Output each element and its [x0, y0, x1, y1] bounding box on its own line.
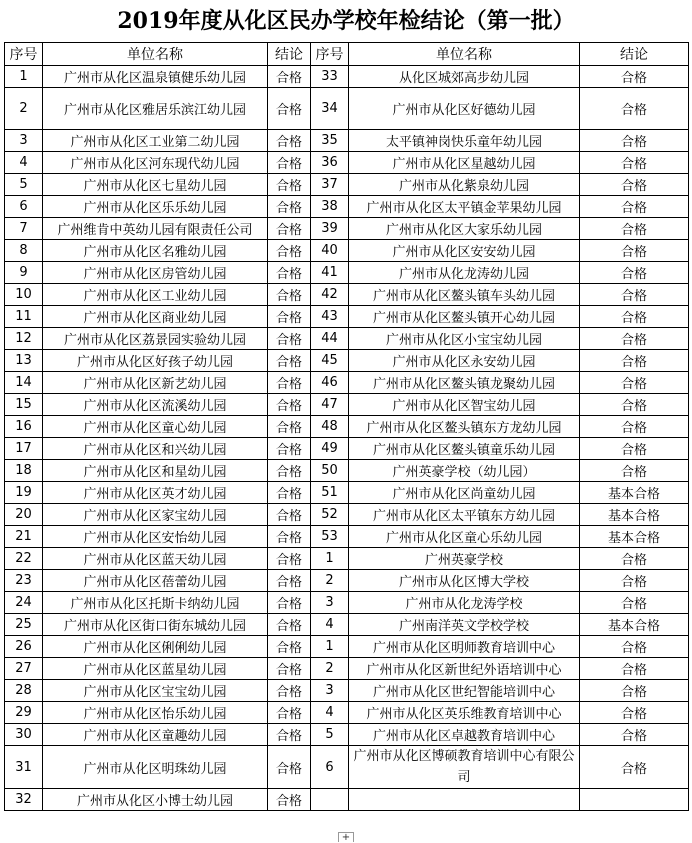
cell-left-name: 广州市从化区河东现代幼儿园 — [43, 152, 268, 174]
cell-left-name: 广州市从化区小博士幼儿园 — [43, 789, 268, 811]
cell-right-result: 合格 — [580, 658, 689, 680]
cell-left-name: 广州市从化区安怡幼儿园 — [43, 526, 268, 548]
cell-right-name: 太平镇神岗快乐童年幼儿园 — [349, 130, 580, 152]
cell-right-result: 合格 — [580, 284, 689, 306]
cell-right-result: 合格 — [580, 328, 689, 350]
cell-left-number: 3 — [5, 130, 43, 152]
cell-left-number: 15 — [5, 394, 43, 416]
cell-left-number: 20 — [5, 504, 43, 526]
cell-right-result: 合格 — [580, 438, 689, 460]
header-right-result: 结论 — [580, 43, 689, 66]
cell-left-result: 合格 — [268, 66, 311, 88]
header-row — [5, 43, 689, 66]
cell-right-result: 合格 — [580, 88, 689, 130]
cell-left-name: 广州市从化区工业幼儿园 — [43, 284, 268, 306]
cell-right-number: 40 — [311, 240, 349, 262]
cell-right-result: 基本合格 — [580, 614, 689, 636]
cell-left-result: 合格 — [268, 482, 311, 504]
table-row — [5, 438, 689, 460]
cell-right-number: 35 — [311, 130, 349, 152]
cell-left-result: 合格 — [268, 504, 311, 526]
cell-right-result: 合格 — [580, 306, 689, 328]
cell-left-name: 广州市从化区名雅幼儿园 — [43, 240, 268, 262]
cell-left-result: 合格 — [268, 680, 311, 702]
cell-right-number: 6 — [311, 746, 349, 789]
cell-right-name: 广州市从化区小宝宝幼儿园 — [349, 328, 580, 350]
cell-left-result: 合格 — [268, 130, 311, 152]
cell-right-name: 广州市从化区永安幼儿园 — [349, 350, 580, 372]
cell-right-name: 广州市从化区智宝幼儿园 — [349, 394, 580, 416]
cell-left-result: 合格 — [268, 328, 311, 350]
cell-right-number: 3 — [311, 680, 349, 702]
cell-left-name: 广州市从化区新艺幼儿园 — [43, 372, 268, 394]
cell-right-result: 合格 — [580, 636, 689, 658]
cell-left-name: 广州市从化区英才幼儿园 — [43, 482, 268, 504]
cell-right-name — [349, 789, 580, 811]
table-row — [5, 504, 689, 526]
cell-right-name: 广州市从化区明师教育培训中心 — [349, 636, 580, 658]
cell-left-number: 26 — [5, 636, 43, 658]
cell-left-result: 合格 — [268, 724, 311, 746]
cell-right-number — [311, 789, 349, 811]
cell-left-number: 30 — [5, 724, 43, 746]
cell-left-number: 28 — [5, 680, 43, 702]
table-row — [5, 328, 689, 350]
cell-right-name: 广州市从化区鳌头镇车头幼儿园 — [349, 284, 580, 306]
cell-right-name: 广州英豪学校（幼儿园） — [349, 460, 580, 482]
cell-right-number: 2 — [311, 570, 349, 592]
cell-left-number: 27 — [5, 658, 43, 680]
cell-right-name: 广州市从化龙涛学校 — [349, 592, 580, 614]
cell-right-number: 48 — [311, 416, 349, 438]
table-row — [5, 240, 689, 262]
cell-right-number: 39 — [311, 218, 349, 240]
cell-right-number: 36 — [311, 152, 349, 174]
cell-right-name: 广州市从化区童心乐幼儿园 — [349, 526, 580, 548]
cell-left-number: 21 — [5, 526, 43, 548]
header-right-name: 单位名称 — [349, 43, 580, 66]
results-table — [4, 42, 689, 811]
cell-right-name: 广州市从化区好德幼儿园 — [349, 88, 580, 130]
table-row — [5, 88, 689, 130]
cell-right-name: 广州市从化区博大学校 — [349, 570, 580, 592]
cell-left-name: 广州市从化区好孩子幼儿园 — [43, 350, 268, 372]
cell-right-number: 53 — [311, 526, 349, 548]
cell-left-result: 合格 — [268, 570, 311, 592]
cell-left-number: 14 — [5, 372, 43, 394]
cell-right-result: 合格 — [580, 174, 689, 196]
table-row — [5, 482, 689, 504]
table-row — [5, 306, 689, 328]
page-title: 2019年度从化区民办学校年检结论（第一批） — [117, 8, 575, 34]
cell-right-name: 广州市从化区安安幼儿园 — [349, 240, 580, 262]
cell-right-number: 44 — [311, 328, 349, 350]
cell-right-result: 合格 — [580, 240, 689, 262]
cell-left-result: 合格 — [268, 218, 311, 240]
cell-left-number: 23 — [5, 570, 43, 592]
cell-left-result: 合格 — [268, 240, 311, 262]
cell-right-result: 合格 — [580, 196, 689, 218]
cell-right-result: 合格 — [580, 262, 689, 284]
cell-left-number: 22 — [5, 548, 43, 570]
cell-right-result: 合格 — [580, 66, 689, 88]
cell-right-name: 广州市从化区尚童幼儿园 — [349, 482, 580, 504]
cell-right-name: 广州市从化区鳌头镇龙聚幼儿园 — [349, 372, 580, 394]
cell-right-result: 合格 — [580, 592, 689, 614]
table-row — [5, 372, 689, 394]
cell-left-result: 合格 — [268, 262, 311, 284]
cell-left-name: 广州市从化区乐乐幼儿园 — [43, 196, 268, 218]
cell-left-number: 31 — [5, 746, 43, 789]
cell-left-result: 合格 — [268, 416, 311, 438]
cell-left-name: 广州市从化区俐俐幼儿园 — [43, 636, 268, 658]
cell-left-name: 广州市从化区家宝幼儿园 — [43, 504, 268, 526]
cell-left-number: 2 — [5, 88, 43, 130]
cell-left-result: 合格 — [268, 702, 311, 724]
table-row — [5, 702, 689, 724]
table-row — [5, 218, 689, 240]
cell-right-result: 合格 — [580, 350, 689, 372]
cell-left-number: 1 — [5, 66, 43, 88]
table-row — [5, 746, 689, 789]
cell-left-result: 合格 — [268, 350, 311, 372]
cell-right-number: 50 — [311, 460, 349, 482]
cell-right-result: 合格 — [580, 746, 689, 789]
cell-right-number: 51 — [311, 482, 349, 504]
cell-right-result: 合格 — [580, 394, 689, 416]
cell-left-name: 广州市从化区蓓蕾幼儿园 — [43, 570, 268, 592]
cell-right-number: 4 — [311, 614, 349, 636]
cell-left-number: 19 — [5, 482, 43, 504]
cell-left-name: 广州维肯中英幼儿园有限责任公司 — [43, 218, 268, 240]
table-row — [5, 394, 689, 416]
cell-left-number: 4 — [5, 152, 43, 174]
cell-left-result: 合格 — [268, 636, 311, 658]
table-row — [5, 724, 689, 746]
cell-left-name: 广州市从化区童心幼儿园 — [43, 416, 268, 438]
cell-left-number: 6 — [5, 196, 43, 218]
cell-right-name: 广州南洋英文学校学校 — [349, 614, 580, 636]
cell-left-name: 广州市从化区流溪幼儿园 — [43, 394, 268, 416]
cell-left-name: 广州市从化区怡乐幼儿园 — [43, 702, 268, 724]
cell-right-name: 从化区城郊高步幼儿园 — [349, 66, 580, 88]
cell-left-number: 9 — [5, 262, 43, 284]
header-left-number: 序号 — [5, 43, 43, 66]
table-row — [5, 680, 689, 702]
cell-left-name: 广州市从化区宝宝幼儿园 — [43, 680, 268, 702]
cell-left-name: 广州市从化区街口街东城幼儿园 — [43, 614, 268, 636]
table-row — [5, 526, 689, 548]
cell-left-number: 17 — [5, 438, 43, 460]
cell-right-result: 合格 — [580, 724, 689, 746]
cell-left-number: 32 — [5, 789, 43, 811]
cell-right-number: 47 — [311, 394, 349, 416]
cell-left-name: 广州市从化区七星幼儿园 — [43, 174, 268, 196]
cell-left-number: 8 — [5, 240, 43, 262]
cell-right-name: 广州市从化区鳌头镇东方龙幼儿园 — [349, 416, 580, 438]
cell-right-name: 广州市从化区博硕教育培训中心有限公司 — [349, 746, 580, 789]
cell-right-number: 52 — [311, 504, 349, 526]
cell-right-number: 37 — [311, 174, 349, 196]
table-row — [5, 130, 689, 152]
cell-right-name: 广州市从化区大家乐幼儿园 — [349, 218, 580, 240]
cell-left-name: 广州市从化区和星幼儿园 — [43, 460, 268, 482]
cell-left-result: 合格 — [268, 526, 311, 548]
cell-right-name: 广州市从化区星越幼儿园 — [349, 152, 580, 174]
cell-right-number: 45 — [311, 350, 349, 372]
cell-right-name: 广州市从化区太平镇金苹果幼儿园 — [349, 196, 580, 218]
cell-left-result: 合格 — [268, 196, 311, 218]
header-left-result: 结论 — [268, 43, 311, 66]
cell-right-result: 合格 — [580, 570, 689, 592]
cell-right-name: 广州英豪学校 — [349, 548, 580, 570]
cell-right-number: 5 — [311, 724, 349, 746]
cell-right-result: 合格 — [580, 218, 689, 240]
cell-right-number: 49 — [311, 438, 349, 460]
cell-right-name: 广州市从化区太平镇东方幼儿园 — [349, 504, 580, 526]
cell-right-number: 1 — [311, 548, 349, 570]
cell-right-result: 合格 — [580, 416, 689, 438]
cell-left-name: 广州市从化区童趣幼儿园 — [43, 724, 268, 746]
table-row — [5, 174, 689, 196]
cell-right-number: 46 — [311, 372, 349, 394]
cell-right-name: 广州市从化紫泉幼儿园 — [349, 174, 580, 196]
cell-right-name: 广州市从化区英乐维教育培训中心 — [349, 702, 580, 724]
cell-left-name: 广州市从化区蓝星幼儿园 — [43, 658, 268, 680]
cell-left-result: 合格 — [268, 548, 311, 570]
cell-left-result: 合格 — [268, 88, 311, 130]
cell-left-number: 12 — [5, 328, 43, 350]
table-row — [5, 789, 689, 811]
cell-left-number: 5 — [5, 174, 43, 196]
cell-left-name: 广州市从化区荔景园实验幼儿园 — [43, 328, 268, 350]
cell-left-number: 11 — [5, 306, 43, 328]
sheet-scroll-tab[interactable]: + — [338, 832, 354, 842]
cell-left-name: 广州市从化区雅居乐滨江幼儿园 — [43, 88, 268, 130]
cell-right-result — [580, 789, 689, 811]
table-row — [5, 262, 689, 284]
cell-left-result: 合格 — [268, 372, 311, 394]
table-row — [5, 284, 689, 306]
cell-right-number: 34 — [311, 88, 349, 130]
cell-left-result: 合格 — [268, 394, 311, 416]
cell-right-name: 广州市从化区鳌头镇开心幼儿园 — [349, 306, 580, 328]
cell-right-result: 合格 — [580, 680, 689, 702]
table-row — [5, 196, 689, 218]
cell-left-number: 10 — [5, 284, 43, 306]
cell-left-name: 广州市从化区商业幼儿园 — [43, 306, 268, 328]
table-row — [5, 548, 689, 570]
header-right-number: 序号 — [311, 43, 349, 66]
cell-right-number: 3 — [311, 592, 349, 614]
table-row — [5, 350, 689, 372]
cell-right-result: 基本合格 — [580, 482, 689, 504]
cell-left-result: 合格 — [268, 592, 311, 614]
cell-left-name: 广州市从化区和兴幼儿园 — [43, 438, 268, 460]
cell-right-result: 合格 — [580, 460, 689, 482]
cell-right-result: 合格 — [580, 372, 689, 394]
cell-left-number: 25 — [5, 614, 43, 636]
cell-right-name: 广州市从化区世纪智能培训中心 — [349, 680, 580, 702]
cell-right-number: 4 — [311, 702, 349, 724]
cell-left-number: 13 — [5, 350, 43, 372]
cell-left-number: 18 — [5, 460, 43, 482]
cell-left-result: 合格 — [268, 152, 311, 174]
cell-left-number: 7 — [5, 218, 43, 240]
cell-left-name: 广州市从化区明珠幼儿园 — [43, 746, 268, 789]
cell-right-number: 1 — [311, 636, 349, 658]
cell-left-name: 广州市从化区工业第二幼儿园 — [43, 130, 268, 152]
cell-right-result: 合格 — [580, 702, 689, 724]
cell-left-result: 合格 — [268, 746, 311, 789]
cell-right-number: 38 — [311, 196, 349, 218]
cell-left-result: 合格 — [268, 789, 311, 811]
cell-right-number: 41 — [311, 262, 349, 284]
cell-left-result: 合格 — [268, 174, 311, 196]
table-row — [5, 152, 689, 174]
cell-left-number: 16 — [5, 416, 43, 438]
cell-left-name: 广州市从化区温泉镇健乐幼儿园 — [43, 66, 268, 88]
cell-right-name: 广州市从化龙涛幼儿园 — [349, 262, 580, 284]
header-left-name: 单位名称 — [43, 43, 268, 66]
cell-left-result: 合格 — [268, 306, 311, 328]
table-row — [5, 460, 689, 482]
table-row — [5, 592, 689, 614]
cell-right-name: 广州市从化区新世纪外语培训中心 — [349, 658, 580, 680]
cell-left-result: 合格 — [268, 658, 311, 680]
cell-left-name: 广州市从化区托斯卡纳幼儿园 — [43, 592, 268, 614]
cell-right-number: 43 — [311, 306, 349, 328]
cell-right-result: 合格 — [580, 130, 689, 152]
cell-right-result: 基本合格 — [580, 526, 689, 548]
cell-left-name: 广州市从化区房管幼儿园 — [43, 262, 268, 284]
cell-right-number: 33 — [311, 66, 349, 88]
cell-left-result: 合格 — [268, 614, 311, 636]
cell-right-result: 基本合格 — [580, 504, 689, 526]
table-row — [5, 66, 689, 88]
cell-right-result: 合格 — [580, 152, 689, 174]
cell-right-number: 42 — [311, 284, 349, 306]
cell-left-result: 合格 — [268, 460, 311, 482]
cell-left-result: 合格 — [268, 438, 311, 460]
cell-left-number: 29 — [5, 702, 43, 724]
cell-left-result: 合格 — [268, 284, 311, 306]
cell-right-name: 广州市从化区卓越教育培训中心 — [349, 724, 580, 746]
cell-right-name: 广州市从化区鳌头镇童乐幼儿园 — [349, 438, 580, 460]
table-row — [5, 614, 689, 636]
cell-left-number: 24 — [5, 592, 43, 614]
cell-right-result: 合格 — [580, 548, 689, 570]
table-row — [5, 570, 689, 592]
table-row — [5, 636, 689, 658]
cell-left-name: 广州市从化区蓝天幼儿园 — [43, 548, 268, 570]
cell-right-number: 2 — [311, 658, 349, 680]
table-row — [5, 416, 689, 438]
table-row — [5, 658, 689, 680]
